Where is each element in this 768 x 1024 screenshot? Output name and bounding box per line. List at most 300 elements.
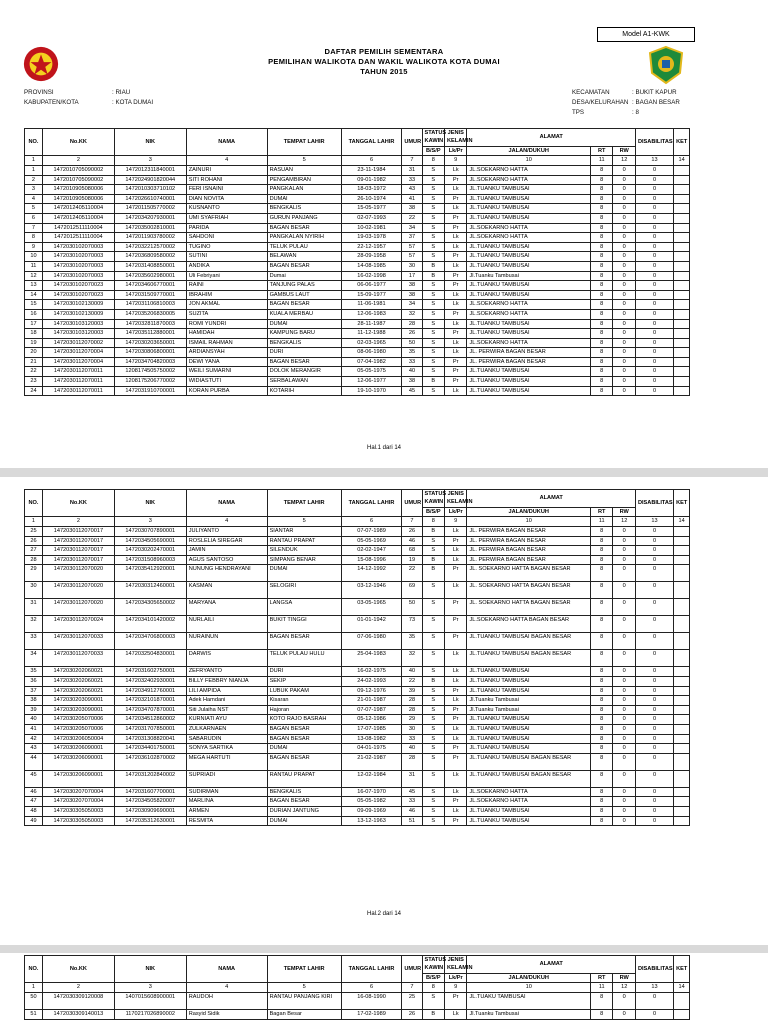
row-jenis-kelamin: Lk	[445, 338, 467, 348]
row-nama: NUNUNG HENDRAYANI	[186, 565, 267, 582]
table-row	[25, 194, 690, 204]
row-nik: 1472031308820041	[114, 734, 186, 744]
row-ket	[674, 806, 690, 816]
row-jenis-kelamin: Lk	[445, 676, 467, 686]
row-nik: 1472034207930001	[114, 213, 186, 223]
row-tanggal-lahir: 21-01-1987	[341, 696, 402, 706]
row-status: S	[422, 242, 444, 252]
row-umur: 73	[402, 616, 422, 633]
table-row	[25, 633, 690, 650]
row-status: S	[422, 734, 444, 744]
row-ket	[674, 616, 690, 633]
row-rt: 8	[591, 797, 613, 807]
row-no: 5	[25, 204, 43, 214]
table-row	[25, 770, 690, 787]
row-rw: 0	[613, 724, 636, 734]
col-header-nik: NIK	[114, 490, 186, 517]
row-tanggal-lahir: 03-12-1946	[341, 582, 402, 599]
row-nama: SUTINI	[186, 252, 267, 262]
col-header-alamat: ALAMAT	[467, 490, 636, 508]
row-status: S	[422, 338, 444, 348]
row-no: 4	[25, 194, 43, 204]
row-jalan: JL. PERWIRA BAGAN BESAR	[467, 555, 591, 565]
row-rw: 0	[613, 281, 636, 291]
row-no: 15	[25, 300, 43, 310]
row-disabilitas: 0	[635, 290, 673, 300]
row-jalan: JL.TUANKU TAMBUSAI BAGAN BESAR	[467, 650, 591, 667]
row-ket	[674, 281, 690, 291]
row-rw: 0	[613, 309, 636, 319]
row-status: S	[422, 357, 444, 367]
row-rt: 8	[591, 175, 613, 185]
row-no: 46	[25, 787, 43, 797]
row-nama: KURNIATI AYU	[186, 715, 267, 725]
row-disabilitas: 0	[635, 676, 673, 686]
row-rt: 8	[591, 715, 613, 725]
row-kk: 1472010705090002	[42, 175, 114, 185]
row-status: S	[422, 386, 444, 396]
row-umur: 33	[402, 357, 422, 367]
row-ket	[674, 993, 690, 1010]
row-jenis-kelamin: Lk	[445, 348, 467, 358]
row-no: 41	[25, 724, 43, 734]
row-tempat-lahir: KAMPUNG BARU	[267, 329, 341, 339]
row-tanggal-lahir: 13-12-1963	[341, 816, 402, 826]
row-jenis-kelamin: Lk	[445, 806, 467, 816]
row-kk: 1472030112070020	[42, 599, 114, 616]
row-nik: 1472034707870001	[114, 705, 186, 715]
row-jalan: JL.TUANKU TAMBUSAI	[467, 204, 591, 214]
row-jalan: JL. PERWIRA BAGAN BESAR	[467, 536, 591, 546]
row-nik: 1472034101420002	[114, 616, 186, 633]
row-status: S	[422, 650, 444, 667]
row-jenis-kelamin: Pr	[445, 705, 467, 715]
col-header-jenis-kelamin: JENIS KELAMIN	[445, 956, 467, 974]
col-header-no: NO.	[25, 956, 43, 983]
row-umur: 38	[402, 377, 422, 387]
row-nama: ZAINURI	[186, 166, 267, 176]
row-rw: 0	[613, 744, 636, 754]
row-no: 38	[25, 696, 43, 706]
row-status: S	[422, 204, 444, 214]
row-nama: WIDIASTUTI	[186, 377, 267, 387]
row-rw: 0	[613, 599, 636, 616]
row-disabilitas: 0	[635, 319, 673, 329]
row-kk: 1472030102070003	[42, 271, 114, 281]
row-disabilitas: 0	[635, 705, 673, 715]
row-disabilitas: 0	[635, 734, 673, 744]
row-nik: 1472030909690001	[114, 806, 186, 816]
row-disabilitas: 0	[635, 367, 673, 377]
row-no: 27	[25, 546, 43, 556]
row-rw: 0	[613, 527, 636, 537]
row-status: S	[422, 667, 444, 677]
row-tanggal-lahir: 03-05-1965	[341, 599, 402, 616]
row-nik: 1407015608900001	[114, 993, 186, 1010]
row-nik: 1472032811870003	[114, 319, 186, 329]
row-nama: SUPRIADI	[186, 770, 267, 787]
row-tempat-lahir: LUBUK PAKAM	[267, 686, 341, 696]
row-nama: KASMAN	[186, 582, 267, 599]
row-kk: 1472030305050003	[42, 806, 114, 816]
row-rt: 8	[591, 555, 613, 565]
row-jalan: JL.TUANKU TAMBUSAI BAGAN BESAR	[467, 753, 591, 770]
row-umur: 25	[402, 993, 422, 1010]
row-rt: 8	[591, 338, 613, 348]
row-jenis-kelamin: Pr	[445, 357, 467, 367]
row-jenis-kelamin: Lk	[445, 242, 467, 252]
row-status: S	[422, 536, 444, 546]
row-status: S	[422, 213, 444, 223]
row-tempat-lahir: DUMAI	[267, 565, 341, 582]
row-rt: 8	[591, 348, 613, 358]
row-tanggal-lahir: 24-02-1993	[341, 676, 402, 686]
row-rt: 8	[591, 696, 613, 706]
page-number-1: Hal.1 dari 14	[366, 445, 402, 451]
row-ket	[674, 527, 690, 537]
row-ket	[674, 696, 690, 706]
row-nik: 1472031509770001	[114, 290, 186, 300]
row-umur: 41	[402, 194, 422, 204]
row-rw: 0	[613, 204, 636, 214]
row-rw: 0	[613, 261, 636, 271]
col-index-2: 2	[42, 517, 114, 527]
table-row	[25, 233, 690, 243]
row-nik: 1472026610740001	[114, 194, 186, 204]
row-umur: 40	[402, 667, 422, 677]
row-umur: 33	[402, 734, 422, 744]
row-nik: 1472031408850001	[114, 261, 186, 271]
row-tanggal-lahir: 02-02-1947	[341, 546, 402, 556]
row-status: S	[422, 194, 444, 204]
row-umur: 32	[402, 309, 422, 319]
row-status: S	[422, 616, 444, 633]
row-disabilitas: 0	[635, 338, 673, 348]
row-no: 19	[25, 338, 43, 348]
col-header-nama: NAMA	[186, 129, 267, 156]
row-tanggal-lahir: 14-12-1992	[341, 565, 402, 582]
col-header-kk: No.KK	[42, 490, 114, 517]
row-no: 25	[25, 527, 43, 537]
row-jalan: Jl.Tuanku Tambusai	[467, 271, 591, 281]
row-nama: SITI ROHANI	[186, 175, 267, 185]
row-ket	[674, 686, 690, 696]
row-nik: 1472034401750001	[114, 744, 186, 754]
row-rw: 0	[613, 319, 636, 329]
row-umur: 68	[402, 546, 422, 556]
row-no: 45	[25, 770, 43, 787]
row-jenis-kelamin: Lk	[445, 527, 467, 537]
row-tempat-lahir: SIMPANG BENAR	[267, 555, 341, 565]
kabupaten-label: KABUPATEN/KOTA	[24, 99, 79, 106]
row-no: 30	[25, 582, 43, 599]
row-rt: 8	[591, 166, 613, 176]
row-kk: 1472030112070033	[42, 650, 114, 667]
row-jenis-kelamin: Lk	[445, 555, 467, 565]
row-tanggal-lahir: 17-02-1989	[341, 1010, 402, 1020]
row-rt: 8	[591, 233, 613, 243]
row-jalan: JL.SOEKARNO HATTA	[467, 233, 591, 243]
row-disabilitas: 0	[635, 696, 673, 706]
row-ket	[674, 705, 690, 715]
row-tempat-lahir: DUMAI	[267, 744, 341, 754]
row-status: S	[422, 787, 444, 797]
row-nik: 1208175206770002	[114, 377, 186, 387]
row-ket	[674, 816, 690, 826]
col-subheader-jenis: Lk/Pr	[445, 973, 467, 983]
row-nik: 1472024901820044	[114, 175, 186, 185]
row-no: 36	[25, 676, 43, 686]
row-tanggal-lahir: 01-01-1942	[341, 616, 402, 633]
row-nama: ZULKARNAEN	[186, 724, 267, 734]
row-no: 11	[25, 261, 43, 271]
row-tanggal-lahir: 14-08-1985	[341, 261, 402, 271]
row-tempat-lahir: BAGAN BESAR	[267, 734, 341, 744]
row-nama: RESMITA	[186, 816, 267, 826]
row-ket	[674, 599, 690, 616]
row-no: 40	[25, 715, 43, 725]
row-tanggal-lahir: 12-06-1983	[341, 309, 402, 319]
row-nama: ROSLELIA SIREGAR	[186, 536, 267, 546]
row-kk: 1472030112070004	[42, 357, 114, 367]
row-tempat-lahir: DUMAI	[267, 319, 341, 329]
row-kk: 1472030112070024	[42, 616, 114, 633]
row-rt: 8	[591, 319, 613, 329]
row-tempat-lahir: BAGAN BESAR	[267, 633, 341, 650]
row-kk: 1472012405110004	[42, 204, 114, 214]
row-jenis-kelamin: Lk	[445, 319, 467, 329]
row-rt: 8	[591, 753, 613, 770]
col-index-8: 8	[422, 983, 444, 993]
row-jalan: JL.TUANKU TAMBUSAI	[467, 806, 591, 816]
row-rt: 8	[591, 744, 613, 754]
row-tanggal-lahir: 19-03-1978	[341, 233, 402, 243]
col-subheader-status: B/S/P	[422, 146, 444, 156]
col-header-tempat-lahir: TEMPAT LAHIR	[267, 490, 341, 517]
row-no: 49	[25, 816, 43, 826]
row-disabilitas: 0	[635, 536, 673, 546]
row-jenis-kelamin: Pr	[445, 993, 467, 1010]
row-jenis-kelamin: Lk	[445, 233, 467, 243]
table-row	[25, 806, 690, 816]
col-header-no: NO.	[25, 490, 43, 517]
col-header-status-kawin: STATUS KAWIN	[422, 490, 444, 508]
row-no: 20	[25, 348, 43, 358]
table-row	[25, 816, 690, 826]
row-tempat-lahir: DUMAI	[267, 816, 341, 826]
col-header-nik: NIK	[114, 129, 186, 156]
col-header-no: NO.	[25, 129, 43, 156]
row-no: 17	[25, 319, 43, 329]
row-nik: 1472031508960003	[114, 555, 186, 565]
row-jenis-kelamin: Pr	[445, 367, 467, 377]
row-kk: 1472030112070004	[42, 348, 114, 358]
row-umur: 34	[402, 300, 422, 310]
row-ket	[674, 175, 690, 185]
row-rw: 0	[613, 348, 636, 358]
col-header-nama: NAMA	[186, 956, 267, 983]
row-umur: 51	[402, 816, 422, 826]
row-no: 14	[25, 290, 43, 300]
row-no: 43	[25, 744, 43, 754]
col-index-1: 1	[25, 156, 43, 166]
row-status: S	[422, 281, 444, 291]
table-row	[25, 185, 690, 195]
table-row	[25, 367, 690, 377]
row-nama: ARDIANSYAH	[186, 348, 267, 358]
row-jenis-kelamin: Lk	[445, 770, 467, 787]
row-rt: 8	[591, 213, 613, 223]
row-tanggal-lahir: 16-02-1975	[341, 667, 402, 677]
row-status: S	[422, 252, 444, 262]
row-ket	[674, 1010, 690, 1020]
row-tanggal-lahir: 07-04-1982	[341, 357, 402, 367]
row-rw: 0	[613, 185, 636, 195]
row-tempat-lahir: RANTAU PRAPAT	[267, 536, 341, 546]
col-header-status-kawin: STATUS KAWIN	[422, 129, 444, 147]
row-status: B	[422, 527, 444, 537]
row-tanggal-lahir: 15-09-1977	[341, 290, 402, 300]
table-row	[25, 223, 690, 233]
row-tempat-lahir: GAMBUS LAUT	[267, 290, 341, 300]
row-ket	[674, 770, 690, 787]
row-ket	[674, 357, 690, 367]
row-nama: JULIYANTO	[186, 527, 267, 537]
col-index-14: 14	[674, 156, 690, 166]
row-kk: 1472030112070033	[42, 633, 114, 650]
table-row	[25, 261, 690, 271]
row-status: S	[422, 546, 444, 556]
row-no: 32	[25, 616, 43, 633]
row-ket	[674, 223, 690, 233]
row-status: S	[422, 223, 444, 233]
row-tempat-lahir: GURUN PANJANG	[267, 213, 341, 223]
row-nama: FERI ISNAINI	[186, 185, 267, 195]
col-header-rw: RW	[613, 507, 636, 517]
page-number-2: Hal.2 dari 14	[366, 911, 402, 917]
row-kk: 1472030112070017	[42, 555, 114, 565]
row-rw: 0	[613, 367, 636, 377]
row-jalan: JL.SOEKARNO HATTA	[467, 175, 591, 185]
row-kk: 1472030202060021	[42, 667, 114, 677]
document-page-2	[0, 477, 768, 945]
row-nik: 1472030203650001	[114, 338, 186, 348]
row-no: 21	[25, 357, 43, 367]
row-rw: 0	[613, 546, 636, 556]
row-no: 7	[25, 223, 43, 233]
row-kk: 1472030112070011	[42, 377, 114, 387]
row-jenis-kelamin: Lk	[445, 204, 467, 214]
row-disabilitas: 0	[635, 816, 673, 826]
row-tanggal-lahir: 09-01-1982	[341, 175, 402, 185]
col-header-rw: RW	[613, 146, 636, 156]
row-kk: 1472012405110004	[42, 213, 114, 223]
row-kk: 1472030112070011	[42, 386, 114, 396]
row-jalan: JL.TUAKU TAMBUSAI	[467, 993, 591, 1010]
row-jenis-kelamin: Pr	[445, 309, 467, 319]
row-umur: 30	[402, 261, 422, 271]
row-nama: IBRAHIM	[186, 290, 267, 300]
row-kk: 1472030203090001	[42, 696, 114, 706]
row-umur: 26	[402, 329, 422, 339]
row-status: S	[422, 686, 444, 696]
row-tanggal-lahir: 07-06-1980	[341, 633, 402, 650]
row-jenis-kelamin: Pr	[445, 252, 467, 262]
row-umur: 40	[402, 367, 422, 377]
row-nama: MARLINA	[186, 797, 267, 807]
row-rw: 0	[613, 271, 636, 281]
row-jalan: JL.SOEKARNO HATTA	[467, 166, 591, 176]
doc-title: DAFTAR PEMILIH SEMENTARA	[324, 47, 444, 56]
row-rw: 0	[613, 536, 636, 546]
row-rw: 0	[613, 166, 636, 176]
col-subheader-status: B/S/P	[422, 507, 444, 517]
col-index-13: 13	[635, 983, 673, 993]
row-umur: 38	[402, 281, 422, 291]
row-tempat-lahir: KUALA MERBAU	[267, 309, 341, 319]
row-tempat-lahir: Dumai	[267, 271, 341, 281]
row-rt: 8	[591, 770, 613, 787]
row-kk: 1472030207070004	[42, 787, 114, 797]
row-tempat-lahir: BELAWAN	[267, 252, 341, 262]
row-ket	[674, 386, 690, 396]
row-nama: AGUS SANTOSO	[186, 555, 267, 565]
col-header-rw: RW	[613, 973, 636, 983]
row-tanggal-lahir: 28-09-1958	[341, 252, 402, 262]
row-status: S	[422, 724, 444, 734]
table-row	[25, 676, 690, 686]
row-disabilitas: 0	[635, 565, 673, 582]
row-disabilitas: 0	[635, 242, 673, 252]
row-status: S	[422, 185, 444, 195]
row-rw: 0	[613, 816, 636, 826]
row-rw: 0	[613, 1010, 636, 1020]
row-kk: 1472030203090001	[42, 705, 114, 715]
row-kk: 1472030102130009	[42, 309, 114, 319]
row-ket	[674, 213, 690, 223]
row-nama: TUGINO	[186, 242, 267, 252]
row-status: S	[422, 166, 444, 176]
row-tanggal-lahir: 12-02-1984	[341, 770, 402, 787]
row-ket	[674, 582, 690, 599]
col-index-4: 4	[186, 517, 267, 527]
col-index-2: 2	[42, 983, 114, 993]
row-jalan: JL.TUANKU TAMBUSAI	[467, 367, 591, 377]
row-jenis-kelamin: Lk	[445, 290, 467, 300]
row-tempat-lahir: BAGAN BESAR	[267, 300, 341, 310]
row-jalan: JL.TUANKU TAMBUSAI	[467, 281, 591, 291]
row-umur: 22	[402, 565, 422, 582]
row-nama: NURLAILI	[186, 616, 267, 633]
row-ket	[674, 300, 690, 310]
row-umur: 19	[402, 555, 422, 565]
row-status: S	[422, 770, 444, 787]
row-jalan: JL.TUANKU TAMBUSAI	[467, 386, 591, 396]
row-nama: MEGA HARTUTI	[186, 753, 267, 770]
row-umur: 57	[402, 242, 422, 252]
row-disabilitas: 0	[635, 271, 673, 281]
row-no: 51	[25, 1010, 43, 1020]
row-status: S	[422, 816, 444, 826]
row-rt: 8	[591, 386, 613, 396]
col-index-5: 5	[267, 517, 341, 527]
row-tempat-lahir: SILENDUK	[267, 546, 341, 556]
row-umur: 46	[402, 536, 422, 546]
row-umur: 28	[402, 319, 422, 329]
row-jenis-kelamin: Lk	[445, 667, 467, 677]
row-jenis-kelamin: Lk	[445, 300, 467, 310]
row-ket	[674, 555, 690, 565]
